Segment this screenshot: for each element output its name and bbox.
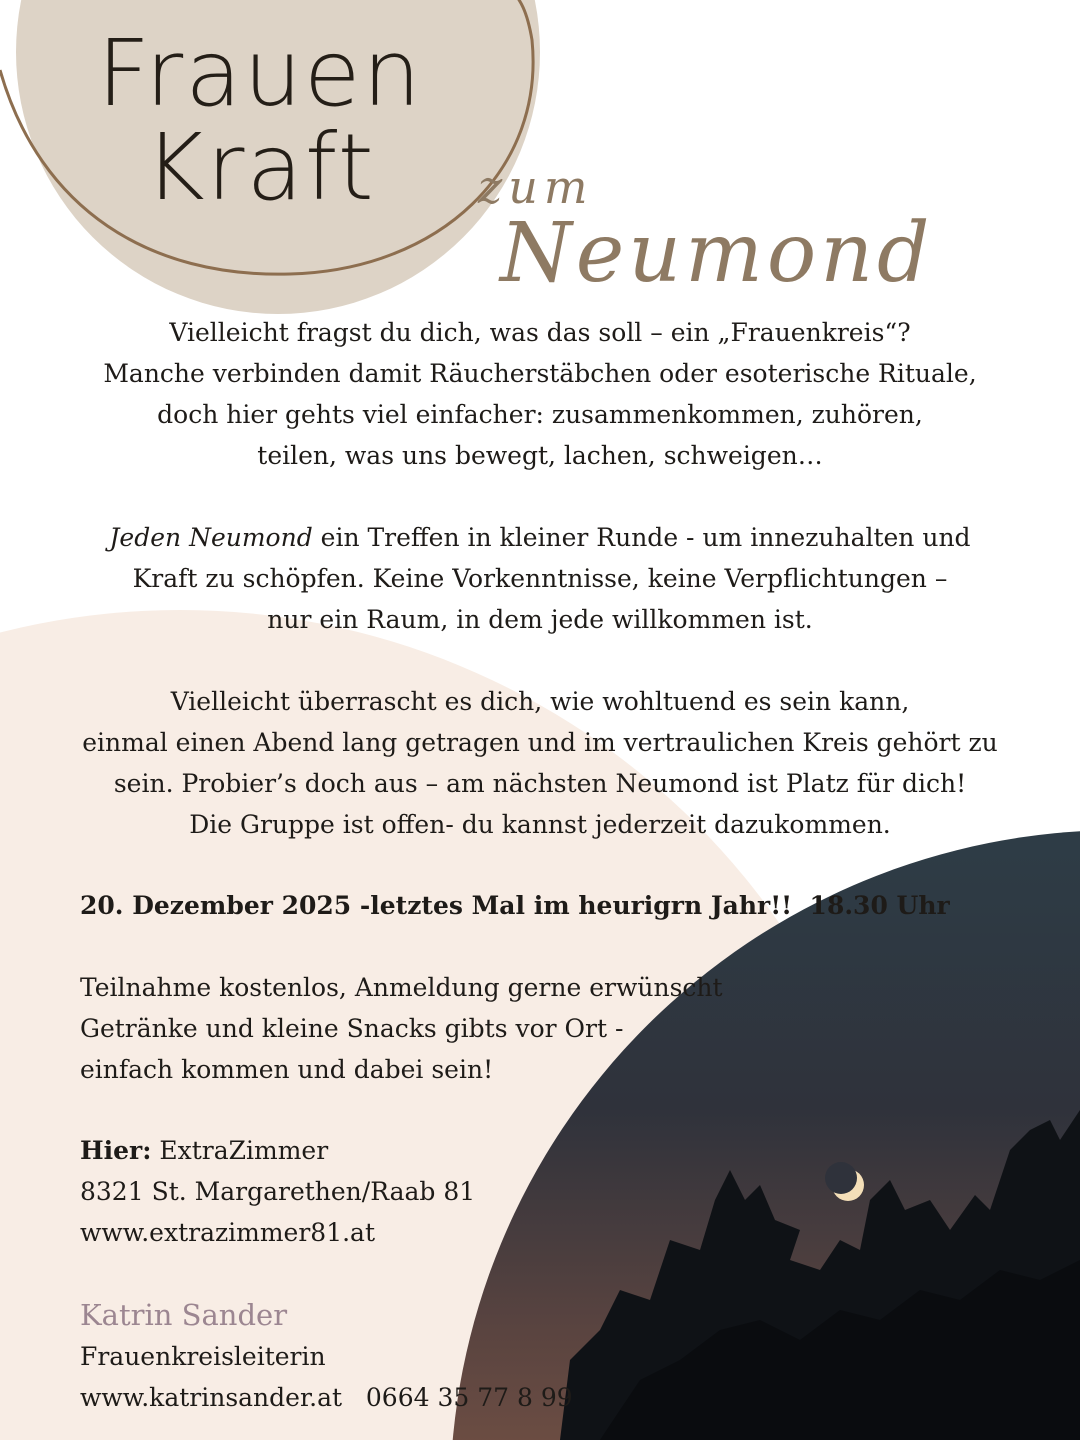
intro-line: doch hier gehts viel einfacher: zusammenkommen, zuhören, [157, 400, 923, 429]
intro-line: Vielleicht überrascht es dich, wie wohltuend es sein kann, [170, 687, 910, 716]
intro-paragraph-1 [40, 312, 1040, 476]
contact-website-phone[interactable]: www.katrinsander.at 0664 35 77 8 99 [80, 1383, 573, 1412]
script-zum: zum [478, 160, 594, 214]
script-neumond: Neumond [500, 206, 934, 301]
intro-paragraph-3 [40, 681, 1040, 845]
location-venue-line [80, 1130, 475, 1171]
location-address: 8321 St. Margarethen/Raab 81 [80, 1177, 476, 1206]
intro-paragraph-2 [40, 517, 1040, 640]
contact-name: Katrin Sander [80, 1298, 288, 1332]
title-line-2: Kraft [144, 114, 376, 221]
event-date: 20. Dezember 2025 -letztes Mal im heurigrn Jahr!! 18.30 Uhr [80, 891, 950, 920]
intro-line: nur ein Raum, in dem jede willkommen ist. [267, 605, 813, 634]
contact-block [80, 1295, 573, 1418]
intro-line [40, 517, 1040, 558]
emphasis-text: Jeden Neumond [109, 523, 313, 552]
location-venue: ExtraZimmer [151, 1136, 329, 1165]
contact-role: Frauenkreisleiterin [80, 1342, 326, 1371]
intro-line: Vielleicht fragst du dich, was das soll – ein „Frauenkreis“? [169, 318, 911, 347]
intro-line: Manche verbinden damit Räucherstäbchen oder esoterische Rituale, [103, 359, 977, 388]
details-line: Teilnahme kostenlos, Anmeldung gerne erwünscht [80, 973, 723, 1002]
location-block [80, 1130, 475, 1253]
details-block [80, 967, 723, 1090]
details-line: einfach kommen und dabei sein! [80, 1055, 494, 1084]
intro-line: einmal einen Abend lang getragen und im vertraulichen Kreis gehört zu [82, 728, 998, 757]
intro-line: teilen, was uns bewegt, lachen, schweigen… [257, 441, 823, 470]
intro-line: Die Gruppe ist offen- du kannst jederzeit dazukommen. [189, 810, 891, 839]
title-line-1: Frauen [97, 20, 423, 127]
location-website-link[interactable]: www.extrazimmer81.at [80, 1218, 376, 1247]
intro-line: Kraft zu schöpfen. Keine Vorkenntnisse, keine Verpflichtungen – [132, 564, 948, 593]
details-line: Getränke und kleine Snacks gibts vor Ort - [80, 1014, 624, 1043]
location-label: Hier: [80, 1136, 152, 1165]
intro-line-rest: ein Treffen in kleiner Runde - um innezuhalten und [312, 523, 971, 552]
intro-line: sein. Probier’s doch aus – am nächsten Neumond ist Platz für dich! [113, 769, 967, 798]
